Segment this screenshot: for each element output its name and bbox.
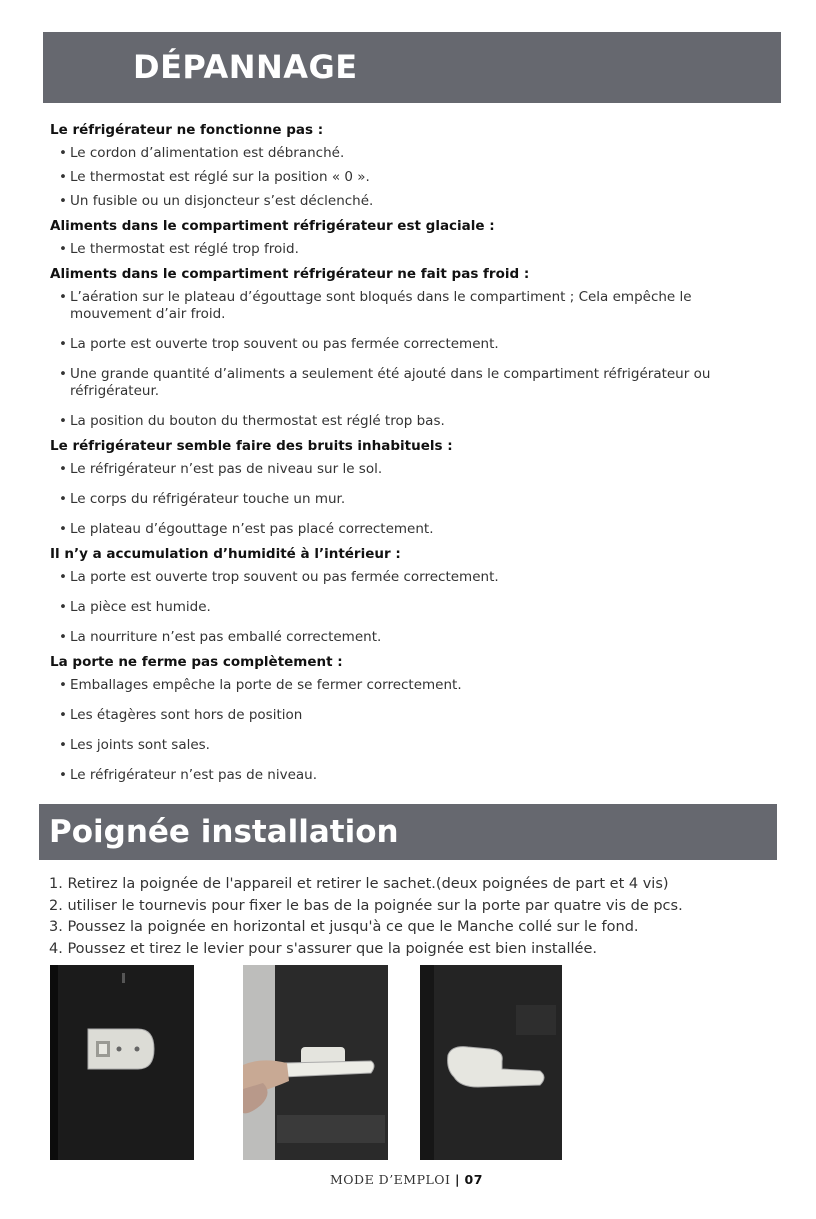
list-item: • Le réfrigérateur n’est pas de niveau. bbox=[50, 767, 750, 791]
section-heading: La porte ne ferme pas complètement : bbox=[50, 654, 343, 670]
list-item: • Le thermostat est réglé sur la position « 0 ». bbox=[50, 169, 750, 193]
handle-installed-illustration bbox=[420, 965, 562, 1160]
page-footer bbox=[330, 1172, 483, 1187]
section-heading: Le réfrigérateur ne fonctionne pas : bbox=[50, 122, 324, 138]
list-item: • Le plateau d’égouttage n’est pas placé correctement. bbox=[50, 521, 750, 545]
step-item: 1. Retirez la poignée de l'appareil et retirer le sachet.(deux poignées de part et 4 vis) bbox=[49, 876, 669, 892]
handle-install-illustration bbox=[243, 965, 388, 1160]
step-item: 2. utiliser le tournevis pour fixer le bas de la poignée sur la porte par quatre vis de pcs. bbox=[49, 897, 683, 914]
list-item: • Le thermostat est réglé trop froid. bbox=[50, 241, 750, 265]
list-item: • Un fusible ou un disjoncteur s’est déclenché. bbox=[50, 193, 750, 217]
list-item: • La position du bouton du thermostat est réglé trop bas. bbox=[50, 413, 750, 437]
handle-base-illustration bbox=[50, 965, 194, 1160]
handle-install-photo bbox=[243, 965, 388, 1160]
list-item: • L’aération sur le plateau d’égouttage sont bloqués dans le compartiment ; Cela empêche le mouvement d’air froid. bbox=[50, 289, 750, 336]
page-title: DÉPANNAGE bbox=[133, 48, 358, 86]
troubleshooting-list bbox=[50, 121, 750, 791]
list-item: • La pièce est humide. bbox=[50, 599, 750, 629]
list-item: • La porte est ouverte trop souvent ou pas fermée correctement. bbox=[50, 336, 750, 366]
list-item: • Le cordon d’alimentation est débranché. bbox=[50, 145, 750, 169]
list-item: • La porte est ouverte trop souvent ou pas fermée correctement. bbox=[50, 569, 750, 599]
installation-banner bbox=[39, 804, 777, 860]
installation-steps bbox=[49, 874, 789, 960]
list-item: • Les étagères sont hors de position bbox=[50, 707, 750, 737]
handle-installed-photo bbox=[420, 965, 562, 1160]
troubleshooting-banner bbox=[43, 32, 781, 103]
installation-title: Poignée installation bbox=[49, 814, 399, 850]
footer-separator: | bbox=[454, 1172, 461, 1187]
step-item: 3. Poussez la poignée en horizontal et jusqu'à ce que le Manche collé sur le fond. bbox=[49, 919, 639, 935]
list-item: • Le réfrigérateur n’est pas de niveau sur le sol. bbox=[50, 461, 750, 491]
list-item: • Une grande quantité d’aliments a seulement été ajouté dans le compartiment réfrigérateur ou réfrigérateur. bbox=[50, 366, 750, 413]
section-heading: Aliments dans le compartiment réfrigérateur est glaciale : bbox=[50, 218, 495, 234]
list-item: • La nourriture n’est pas emballé correctement. bbox=[50, 629, 750, 653]
page-number: 07 bbox=[464, 1172, 483, 1187]
section-heading: Il n’y a accumulation d’humidité à l’intérieur : bbox=[50, 546, 401, 562]
manual-label: MODE D’EMPLOI bbox=[330, 1172, 451, 1187]
list-item: • Emballages empêche la porte de se fermer correctement. bbox=[50, 677, 750, 707]
handle-base-photo bbox=[50, 965, 194, 1160]
list-item: • Le corps du réfrigérateur touche un mur. bbox=[50, 491, 750, 521]
section-heading: Aliments dans le compartiment réfrigérateur ne fait pas froid : bbox=[50, 266, 530, 282]
list-item: • Les joints sont sales. bbox=[50, 737, 750, 767]
step-item: 4. Poussez et tirez le levier pour s'assurer que la poignée est bien installée. bbox=[49, 940, 597, 957]
section-heading: Le réfrigérateur semble faire des bruits inhabituels : bbox=[50, 438, 453, 454]
